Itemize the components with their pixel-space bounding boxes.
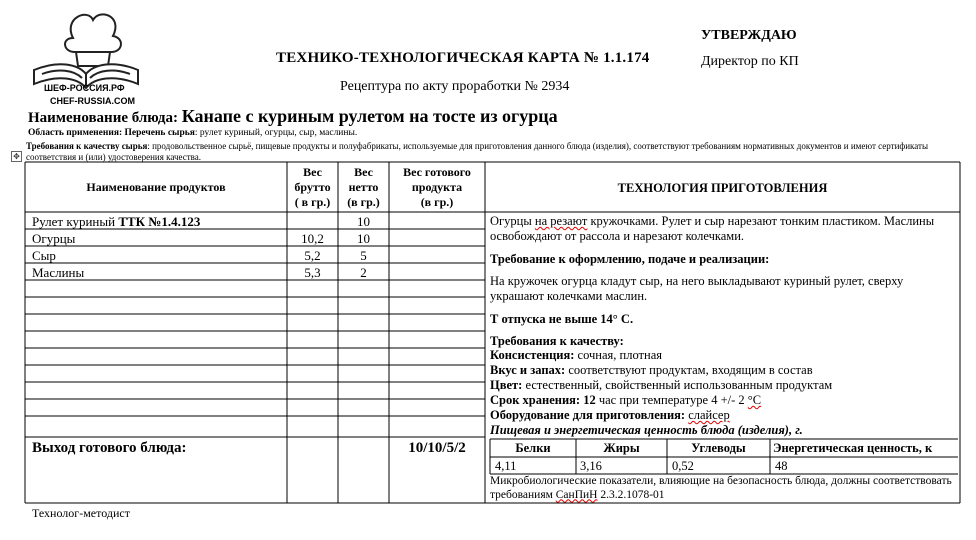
ingredient-ref: ТТК №1.4.123 (118, 214, 201, 229)
nutrition-header: Белки (515, 441, 551, 455)
quality-taste (490, 363, 952, 378)
quality-consistency (490, 348, 952, 363)
col-header-brutto-l3: ( в гр.) (294, 195, 331, 209)
serve-text: На кружочек огурца кладут сыр, на него выкладывают куриный рулет, сверху украшают колечками маслин. (490, 274, 904, 303)
ingredient-brutto: 10,2 (301, 231, 324, 246)
micro-code: 2.3.2.1078-01 (597, 488, 665, 501)
tech-text-misspelled: на резают (534, 214, 588, 228)
serve-title: Требование к оформлению, подаче и реализации: (490, 252, 770, 266)
nutrition-value: 4,11 (495, 459, 517, 473)
col-header-ready-l3: (в гр.) (420, 195, 454, 209)
logo-text-ru: ШЕФ-РОССИЯ.РФ (44, 83, 125, 93)
nutrition-header: Энергетическая ценность, к (773, 441, 933, 455)
ingredient-brutto: 5,3 (304, 265, 321, 280)
col-header-ready-l1: Вес готового (403, 165, 471, 179)
quality-color (490, 378, 952, 393)
storage-value: час при температуре 4 +/- 2 (595, 393, 748, 407)
director-label: Директор по КП (701, 54, 799, 69)
table-row-name (32, 214, 200, 230)
scope-list-label: Перечень сырья (124, 128, 195, 138)
approve-stamp: УТВЕРЖДАЮ (701, 28, 797, 43)
col-header-netto-l1: Вес (354, 165, 373, 179)
output-value: 10/10/5/2 (408, 440, 466, 456)
output-label: Выход готового блюда: (32, 440, 187, 456)
nutrition-value: 0,52 (672, 459, 694, 473)
col-header-brutto (287, 165, 338, 210)
nutrition-header: Углеводы (691, 441, 746, 455)
page-title: ТЕХНИКО-ТЕХНОЛОГИЧЕСКАЯ КАРТА № 1.1.174 (276, 50, 650, 66)
quality-value: сочная, плотная (574, 348, 663, 362)
ingredient-name: Сыр (32, 248, 56, 263)
nutrition-header: Жиры (603, 441, 640, 455)
equipment-label: Оборудование для приготовления: (490, 408, 686, 422)
storage-label: Срок хранения: 12 (490, 393, 596, 407)
ingredient-netto: 10 (357, 214, 370, 229)
quality-req-label: Требования к качеству сырья (26, 141, 148, 151)
col-header-netto-l2: нетто (348, 180, 379, 194)
quality-label: Вкус и запах: (490, 363, 566, 377)
col-header-brutto-l2: брутто (294, 180, 331, 194)
ingredient-netto: 5 (360, 248, 367, 263)
ingredient-netto: 2 (360, 265, 367, 280)
col-header-ready (389, 165, 485, 210)
micro-text: Микробиологические показатели, влияющие на безопасность блюда, должны соответствовать требованиям (490, 475, 952, 501)
micro-standard: СанПиН (555, 488, 598, 501)
quality-value: естественный, свойственный использованным продуктам (522, 378, 833, 392)
quality-value: соответствуют продуктам, входящим в состав (565, 363, 813, 377)
dish-label: Наименование блюда: (28, 110, 178, 126)
col-header-brutto-l1: Вес (303, 165, 322, 179)
storage-time (490, 393, 952, 408)
quality-title: Требования к качеству: (490, 334, 624, 348)
footer-signature-label: Технолог-методист (32, 506, 130, 520)
ingredient-name: Рулет куриный (32, 214, 119, 229)
page-subtitle: Рецептура по акту проработки № 2934 (340, 79, 570, 94)
tech-text: кружочками. Рулет и сыр нарезают тонким пластиком. Маслины освобождают от рассола и нарезают колечками. (490, 214, 935, 243)
quality-label: Консистенция: (490, 348, 575, 362)
table-move-handle-icon[interactable]: ✥ (11, 151, 22, 162)
tech-paragraph-prep (490, 214, 952, 243)
col-header-tech: ТЕХНОЛОГИЯ ПРИГОТОВЛЕНИЯ (617, 181, 828, 195)
col-header-netto (338, 165, 389, 210)
nutrition-value: 48 (775, 459, 788, 473)
tech-text: Огурцы (490, 214, 535, 228)
col-header-name: Наименование продуктов (86, 180, 226, 194)
col-header-ready-l2: продукта (411, 180, 463, 194)
scope-label: Область применения: (28, 128, 123, 138)
storage-unit: °С (747, 393, 762, 407)
micro-note (490, 475, 952, 502)
equipment (490, 408, 952, 423)
nutrition-value: 3,16 (580, 459, 602, 473)
logo-text-en: CHEF-RUSSIA.COM (50, 96, 135, 106)
equipment-value: слайсер (688, 408, 730, 422)
ingredient-name: Маслины (32, 265, 85, 280)
nutrition-title: Пищевая и энергетическая ценность блюда (изделия), г. (490, 423, 803, 437)
col-header-netto-l3: (в гр.) (347, 195, 380, 209)
quality-req-text: : продовольственное сырьё, пищевые продукты и полуфабрикаты, используемые для приготовления данного блюда (изделия), соответствуют требованиям нормативных документов и имеют сертификаты соответствия и (или) удостоверения качества. (26, 141, 929, 162)
quality-label: Цвет: (490, 378, 523, 392)
temperature-note: Т отпуска не выше 14° С. (490, 312, 634, 326)
dish-name: Канапе с куриным рулетом на тосте из огурца (181, 106, 558, 126)
ingredient-brutto: 5,2 (304, 248, 321, 263)
ingredient-netto: 10 (357, 231, 370, 246)
ingredient-name: Огурцы (32, 231, 76, 246)
scope-list: : рулет куриный, огурцы, сыр, маслины. (194, 128, 358, 138)
